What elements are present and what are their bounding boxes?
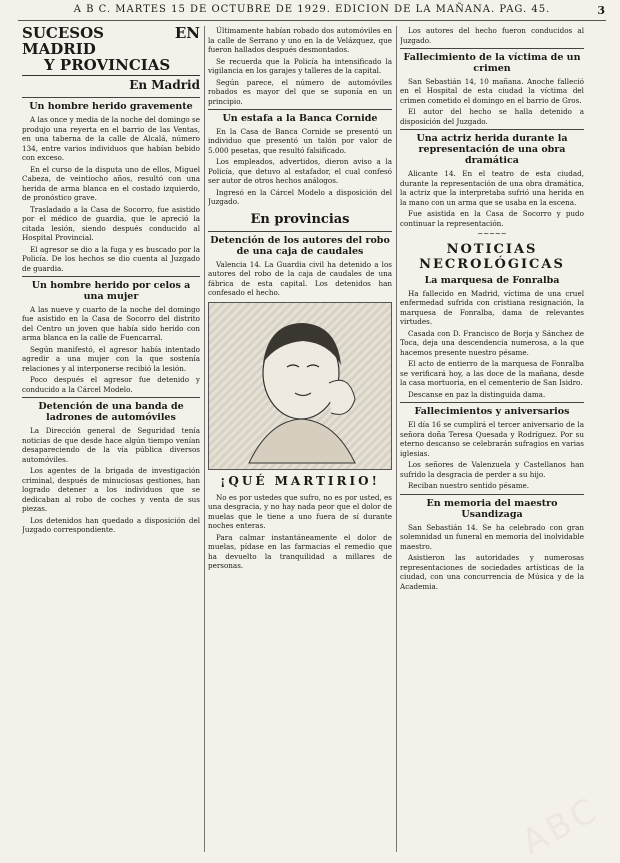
article-paragraph: Los señores de Valenzuela y Castellanos han sufrido la desgracia de perder a su hijo. bbox=[400, 460, 584, 479]
article-paragraph: Los agentes de la brigada de investigación criminal, después de minuciosas gestiones, han logrado detener a los individuos que se dedicaban al robo de coches y venta de sus piezas. bbox=[22, 466, 200, 514]
article-paragraph: Según manifestó, el agresor había intentado agredir a una mujer con la que sostenía relaciones y al interponerse recibió la lesión. bbox=[22, 344, 200, 373]
article-headline: Un hombre herido por celos a una mujer bbox=[31, 280, 191, 302]
article-headline: Detención de los autores del robo de una caja de caudales bbox=[210, 235, 390, 257]
article-headline: Una actriz herida durante la representación de una obra dramática bbox=[416, 133, 568, 167]
divider bbox=[400, 129, 584, 130]
column-divider bbox=[396, 26, 397, 852]
article-paragraph: A las once y media de la noche del domingo se produjo una reyerta en el barrio de las Ventas, en una taberna de la calle de Alcalá, número 134, entre varios individuos que habían bebido con exceso. bbox=[22, 115, 200, 162]
article-paragraph: Alicante 14. En el teatro de esta ciudad, durante la representación de una obra dramática, la actriz que la interpretaba sufrió una herida en la mano con un arma que se usaba en la escena. bbox=[400, 169, 584, 207]
article-paragraph: Valencia 14. La Guardia civil ha detenido a los autores del robo de la caja de caudales de una fábrica de esta capital. Los detenidos han confesado el hecho. bbox=[208, 259, 392, 298]
article-paragraph: El agresor se dio a la fuga y es buscado por la Policía. De los hechos se dio cuenta al Juzgado de guardia. bbox=[22, 244, 200, 273]
advertisement-slogan: ¡QUÉ MARTIRIO! bbox=[220, 473, 380, 488]
article-paragraph: En el curso de la disputa uno de ellos, Miguel Cabeza, de veintiocho años, resultó con una herida de arma blanca en el costado izquierdo, de pronóstico grave. bbox=[22, 164, 200, 202]
divider bbox=[22, 276, 200, 277]
article-paragraph: La Dirección general de Seguridad tenía noticias de que desde hace algún tiempo venían desapareciendo de la vía pública diversos automóviles. bbox=[22, 426, 200, 464]
advertisement-illustration bbox=[208, 302, 392, 470]
section-title-line-1: SUCESOS EN MADRID bbox=[22, 26, 200, 58]
masthead bbox=[18, 4, 606, 21]
article-paragraph: Reciban nuestro sentido pésame. bbox=[408, 481, 530, 491]
article-paragraph: Últimamente habían robado dos automóviles en la calle de Serrano y uno en la de Velázquez, que fueron hallados después desmontados. bbox=[208, 26, 392, 54]
article-paragraph: Trasladado a la Casa de Socorro, fue asistido por el médico de guardia, que le apreció la citada lesión, siendo después conducido al Hospital Provincial. bbox=[22, 204, 200, 242]
article-headline: La marquesa de Fonralba bbox=[424, 274, 560, 286]
column-2 bbox=[208, 26, 392, 854]
article-paragraph: El autor del hecho se halla detenido a disposición del Juzgado. bbox=[400, 107, 584, 126]
article-headline: Detención de una banda de ladrones de automóviles bbox=[38, 401, 184, 424]
article-paragraph: Fue asistida en la Casa de Socorro y pudo continuar la representación. bbox=[400, 209, 584, 228]
advertisement-paragraph: No es por ustedes que sufro, no es por usted, es una desgracia, y no hay nada peor que el dolor de muelas que le tiene a uno fuera de sí durante noches enteras. bbox=[208, 492, 392, 531]
ornament-divider: ~~~~~ bbox=[477, 230, 507, 239]
divider bbox=[400, 402, 584, 403]
divider bbox=[400, 494, 584, 495]
article-paragraph: Casada con D. Francisco de Borja y Sánchez de Toca, deja una descendencia numerosa, a la que hacemos presente nuestro pésame. bbox=[400, 328, 584, 357]
necrology-title-line-2: NECROLÓGICAS bbox=[419, 256, 565, 272]
woman-portrait-icon bbox=[209, 303, 391, 467]
column-3 bbox=[400, 26, 584, 854]
article-headline: Un estafa a la Banca Cornide bbox=[222, 113, 378, 124]
article-paragraph: En la Casa de Banca Cornide se presentó un individuo que presentó un talón por valor de 5.000 pesetas, que resultó falsificado. bbox=[208, 126, 392, 155]
page-number: 3 bbox=[597, 4, 606, 17]
article-headline: En memoria del maestro Usandizaga bbox=[426, 497, 558, 520]
necrology-title-line-1: NOTICIAS bbox=[446, 242, 538, 258]
article-paragraph: San Sebastián 14, 10 mañana. Anoche falleció en el Hospital de esta ciudad la víctima del crimen cometido el domingo en el barrio de Gros. bbox=[400, 76, 584, 105]
masthead-text: A B C. MARTES 15 DE OCTUBRE DE 1929. EDICION DE LA MAÑANA. PAG. 45. bbox=[73, 4, 551, 15]
article-paragraph: Poco después el agresor fue detenido y conducido a la Cárcel Modelo. bbox=[22, 375, 200, 394]
article-headline: Un hombre herido gravemente bbox=[29, 101, 193, 113]
article-paragraph: Los autores del hecho fueron conducidos al Juzgado. bbox=[400, 26, 584, 45]
article-headline: Fallecimiento de la víctima de un crimen bbox=[403, 52, 581, 74]
divider bbox=[400, 48, 584, 49]
locale-heading-madrid: En Madrid bbox=[129, 78, 200, 93]
divider bbox=[208, 109, 392, 110]
article-paragraph: Los detenidos han quedado a disposición del Juzgado correspondiente. bbox=[22, 515, 200, 535]
article-paragraph: Asistieron las autoridades y numerosas representaciones de sociedades artísticas de la ciudad, con una concurrencia de Música y de la Academia. bbox=[400, 553, 584, 591]
article-paragraph: Los empleados, advertidos, dieron aviso a la Policía, que detuvo al estafador, el cual confesó ser autor de otros hechos análogos. bbox=[208, 157, 392, 186]
article-paragraph: El día 16 se cumplirá el tercer aniversario de la señora doña Teresa Quesada y Rodríguez. Por su eterno descanso se celebrarán sufragios en varias iglesias. bbox=[400, 420, 584, 458]
article-paragraph: San Sebastián 14. Se ha celebrado con gran solemnidad un funeral en memoria del inolvidable maestro. bbox=[400, 522, 584, 551]
article-paragraph: Ingresó en la Cárcel Modelo a disposición del Juzgado. bbox=[208, 187, 392, 207]
divider bbox=[208, 231, 392, 232]
abc-watermark: ABC bbox=[515, 789, 607, 863]
column-1 bbox=[22, 26, 200, 854]
article-paragraph: A las nueve y cuarto de la noche del domingo fue asistido en la Casa de Socorro del distrito del Centro un joven que había sido herido con arma blanca en la calle de Fuencarral. bbox=[22, 304, 200, 343]
article-headline: Fallecimientos y aniversarios bbox=[414, 406, 570, 418]
section-title bbox=[22, 26, 200, 76]
divider bbox=[22, 397, 200, 398]
locale-heading-provincias: En provincias bbox=[250, 211, 350, 227]
advertisement-paragraph: Para calmar instantáneamente el dolor de muelas, pídase en las farmacias el remedio que ha devuelto la tranquilidad a millares de personas. bbox=[208, 532, 392, 571]
article-paragraph: Según parece, el número de automóviles robados es mayor del que se suponía en un principio. bbox=[208, 77, 392, 106]
column-divider bbox=[204, 26, 205, 852]
necrology-title bbox=[400, 243, 584, 272]
divider bbox=[22, 97, 200, 98]
article-paragraph: Descanse en paz la distinguida dama. bbox=[408, 389, 546, 399]
article-paragraph: Se recuerda que la Policía ha intensificado la vigilancia en los garajes y talleres de la capital. bbox=[208, 56, 392, 75]
article-paragraph: El acto de entierro de la marquesa de Fonralba se verificará hoy, a las doce de la mañana, desde la casa mortuoria, en el cementerio de San Isidro. bbox=[400, 359, 584, 388]
section-title-line-2: Y PROVINCIAS bbox=[44, 55, 171, 74]
article-paragraph: Ha fallecido en Madrid, víctima de una cruel enfermedad sufrida con cristiana resignación, la marquesa de Fonralba, dama de relevantes virtudes. bbox=[400, 288, 584, 327]
